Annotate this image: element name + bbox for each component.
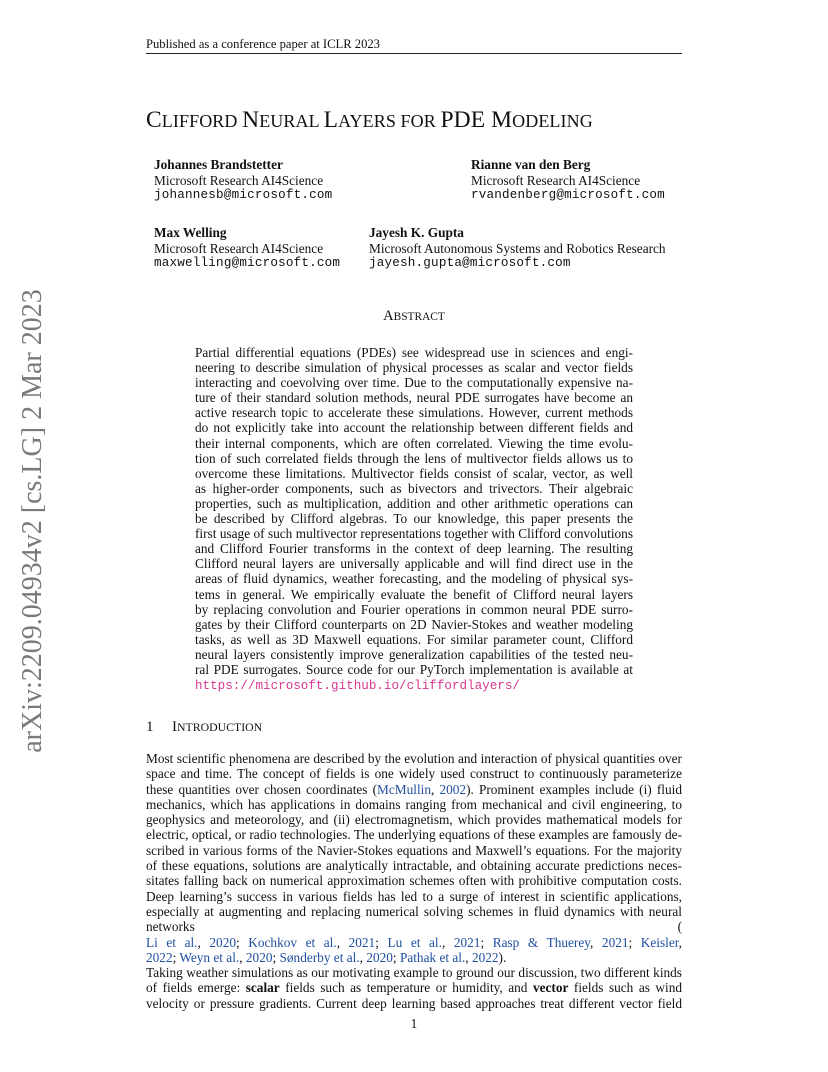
abstract-line: their internal components, which are often correlated. Viewing the time evolu-	[195, 435, 633, 451]
citation-link[interactable]: Weyn et al.	[179, 949, 240, 965]
section-heading-introduction: 1 INTRODUCTION	[146, 719, 263, 735]
emphasis-vector: vector	[532, 980, 569, 996]
abstract-line: interacting and coevolving over time. Due to the computationally expensive na-	[195, 375, 633, 391]
abstract-heading: ABSTRACT	[383, 308, 445, 324]
citation-link[interactable]: 2020	[366, 949, 393, 965]
intro-line: Li et al., 2020; Kochkov et al., 2021; Lu et al., 2021; Rasp & Thuerey, 2021; Keisler,	[146, 934, 682, 950]
intro-line: Most scientific phenomena are described by the evolution and interaction of physical quantities over	[146, 751, 682, 766]
author-affiliation: Microsoft Research AI4Science	[154, 172, 324, 188]
abstract-line: ral PDE surrogates. Source code for our PyTorch implementation is available at	[195, 661, 633, 677]
intro-line: Taking weather simulations as our motivating example to ground our discussion, two different kinds	[146, 965, 682, 981]
abstract-line: first usage of such multivector representations together with Clifford convolutions	[195, 526, 633, 542]
author-email[interactable]: rvandenberg@microsoft.com	[471, 188, 665, 203]
abstract-line: neering to describe simulation of physical processes as scalar and vector fields	[195, 360, 633, 376]
citation-link[interactable]: Pathak et al.	[399, 949, 466, 965]
author-block	[369, 225, 666, 272]
author-name: Johannes Brandstetter	[154, 157, 283, 172]
citation-link[interactable]: 2022	[471, 949, 499, 965]
abstract-line: tems in general. We empirically evaluate the benefit of Clifford neural layers	[195, 586, 633, 602]
abstract-line: areas of fluid dynamics, weather forecasting, and the modeling of physical sys-	[195, 571, 633, 587]
paper-title: CLIFFORD NEURAL LAYERS FOR PDE MODELING	[146, 107, 593, 133]
author-block	[154, 157, 332, 204]
introduction-body	[146, 751, 682, 1011]
citation-link[interactable]: Lu et al.	[387, 934, 442, 950]
citation-link[interactable]: 2002	[439, 781, 467, 797]
citation-link[interactable]: 2020	[245, 949, 273, 965]
abstract-line: neural layers consistently improve generalization capabilities of the tested neu-	[195, 646, 633, 662]
abstract-line: as higher-order components, such as bivectors and trivectors. Their algebraic	[195, 480, 633, 496]
citation-link[interactable]: 2021	[601, 934, 629, 950]
intro-line: networks (	[146, 919, 682, 935]
author-name: Rianne van den Berg	[471, 157, 591, 172]
intro-line: these quantities over chosen coordinates (McMullin, 2002). Prominent examples include (i) fluid	[146, 781, 682, 797]
intro-line: velocity or pressure gradients. Current deep learning based approaches treat different vector field	[146, 995, 682, 1011]
author-name: Jayesh K. Gupta	[369, 225, 464, 240]
abstract-line: by replacing convolution and Fourier operations in common neural PDE surro-	[195, 601, 633, 617]
intro-line: space and time. The concept of fields is one widely used construct to continuously parameterize	[146, 766, 682, 782]
abstract-line: overcome these limitations. Multivector fields consist of scalar, vector, as well	[195, 465, 633, 481]
conference-header: Published as a conference paper at ICLR 2023	[146, 37, 380, 51]
intro-line: of fields emerge: scalar fields such as temperature or humidity, and vector fields such as wind	[146, 980, 683, 996]
arxiv-identifier[interactable]: arXiv:2209.04934v2 [cs.LG] 2 Mar 2023	[17, 289, 48, 753]
author-email[interactable]: johannesb@microsoft.com	[154, 188, 333, 203]
citation-link[interactable]: Keisler	[640, 934, 679, 950]
header-rule	[146, 53, 682, 54]
intro-line: 2022; Weyn et al., 2020; Sønderby et al., 2020; Pathak et al., 2022).	[146, 949, 507, 965]
intro-line: of these equations, solutions are analytically intractable, and obtaining accurate predictions neces-	[146, 858, 682, 874]
abstract-line: be described by Clifford algebras. To our knowledge, this paper presents the	[195, 511, 633, 527]
intro-line: mechanics, which has applications in domains ranging from mechanical and civil engineering, to	[146, 796, 682, 812]
intro-line: electric, optical, or radio technologies. The underlying equations of these examples are famously de-	[146, 827, 682, 843]
intro-line: scribed in various forms of the Navier-Stokes equations and Maxwell’s equations. For the majority	[146, 842, 682, 858]
citation-link[interactable]: Rasp & Thuerey	[492, 934, 591, 950]
abstract-line: gates by their Clifford counterparts on 2D Navier-Stokes and weather modeling	[195, 616, 633, 632]
author-affiliation: Microsoft Research AI4Science	[471, 172, 641, 188]
abstract-line: tion of such correlated fields through the lens of multivector fields allows us to	[195, 450, 633, 466]
abstract-line: tasks, as well as 3D Maxwell equations. For similar parameter count, Clifford	[195, 631, 633, 647]
citation-link[interactable]: Sønderby et al.	[279, 949, 360, 965]
abstract-line: and Clifford Fourier transforms in the context of deep learning. The resulting	[195, 541, 633, 557]
citation-link[interactable]: Li et al.	[146, 934, 198, 950]
emphasis-scalar: scalar	[245, 980, 280, 996]
citation-link[interactable]: 2022	[146, 949, 173, 965]
author-email[interactable]: jayesh.gupta@microsoft.com	[369, 256, 571, 271]
author-affiliation: Microsoft Autonomous Systems and Robotics Research	[369, 240, 666, 256]
source-code-link[interactable]: https://microsoft.github.io/cliffordlayers/	[195, 679, 520, 694]
abstract-line: active research topic to accelerate these simulations. However, current methods	[195, 405, 633, 421]
author-block	[154, 225, 340, 272]
citation-link[interactable]: Kochkov et al.	[248, 934, 337, 950]
author-name: Max Welling	[154, 225, 227, 240]
abstract-body	[195, 345, 633, 694]
citation-link[interactable]: 2021	[348, 934, 376, 950]
abstract-line: do not explicitly take into account the relationship between different fields and	[195, 420, 633, 436]
abstract-line: Partial differential equations (PDEs) see widespread use in sciences and engi-	[195, 345, 633, 360]
abstract-link-line	[195, 677, 633, 694]
abstract-line: properties, such as multiplication, addition and other arithmetic operations can	[195, 495, 633, 511]
citation-link[interactable]: 2021	[453, 934, 481, 950]
citation-link[interactable]: 2020	[209, 934, 236, 950]
intro-line: Deep learning’s success in various fields has led to a surge of interest in scientific applications,	[146, 888, 682, 904]
abstract-line: ture of their standard solution methods, neural PDE surrogates have become an	[195, 390, 633, 406]
arxiv-sidebar	[16, 290, 50, 752]
section-number: 1	[146, 719, 154, 735]
intro-line: sitates falling back on numerical approximation schemes often with prohibitive computation costs.	[146, 873, 682, 889]
author-email[interactable]: maxwelling@microsoft.com	[154, 256, 341, 271]
intro-line: especially at augmenting and replacing numerical solving schemes in fluid dynamics with neural	[146, 903, 682, 919]
abstract-line: Clifford neural layers are universally applicable and will find direct use in the	[195, 556, 633, 572]
citation-link[interactable]: McMullin	[377, 781, 431, 797]
page-number: 1	[410, 1016, 418, 1031]
author-affiliation: Microsoft Research AI4Science	[154, 240, 324, 256]
author-block	[471, 157, 665, 204]
intro-line: geophysics and meteorology, and (ii) electromagnetism, which provides mathematical models for	[146, 812, 682, 828]
